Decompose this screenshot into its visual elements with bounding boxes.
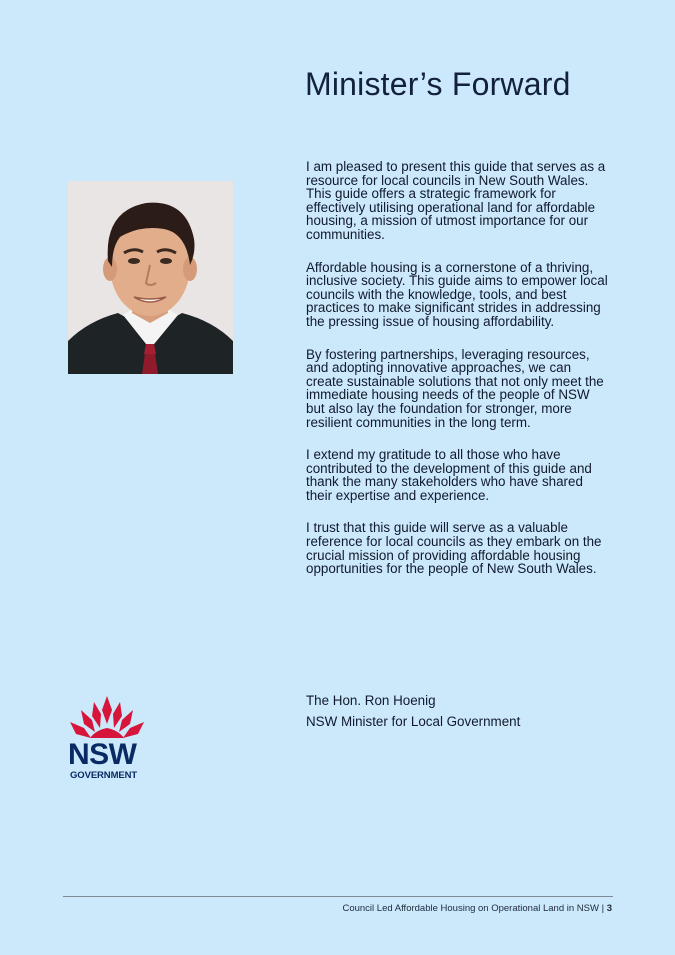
signatory-role: NSW Minister for Local Government (306, 714, 521, 729)
paragraph: I extend my gratitude to all those who have contributed to the development of this guide and thank the many stakeholders who have shared their expertise and experience. (306, 447, 592, 503)
nsw-government-text: GOVERNMENT (70, 770, 138, 781)
nsw-logo-text: NSW (68, 738, 137, 771)
portrait-photo (68, 181, 233, 374)
paragraph: By fostering partnerships, leveraging resources, and adopting innovative approaches, we can create sustainable solutions that not only meet the immediate housing needs of the people of NSW but also lay the foundation for stronger, more resilient communities in the long term. (306, 346, 604, 430)
page-footer (342, 903, 612, 914)
foreword-body (306, 160, 611, 595)
paragraph: I trust that this guide will serve as a valuable reference for local councils as they embark on the crucial mission of providing affordable housing opportunities for the people of New South Wales. (306, 520, 602, 577)
footer-title: Council Led Affordable Housing on Operational Land in NSW | (342, 903, 605, 914)
signature-block (306, 690, 520, 732)
minister-portrait (68, 181, 233, 374)
page-title: Minister’s Forward (305, 66, 571, 102)
paragraph: Affordable housing is a cornerstone of a thriving, inclusive society. This guide aims to empower local councils with the knowledge, tools, and best practices to make significant strides in addressing the pressing issue of housing affordability. (306, 259, 608, 329)
signatory-name: The Hon. Ron Hoenig (306, 693, 436, 708)
paragraph: I am pleased to present this guide that serves as a resource for local councils in New South Wales. This guide offers a strategic framework for effectively utilising operational land for affordable housing, a mission of utmost importance for our communities. (306, 159, 606, 242)
page-number: 3 (606, 903, 612, 914)
footer-divider (63, 896, 613, 897)
